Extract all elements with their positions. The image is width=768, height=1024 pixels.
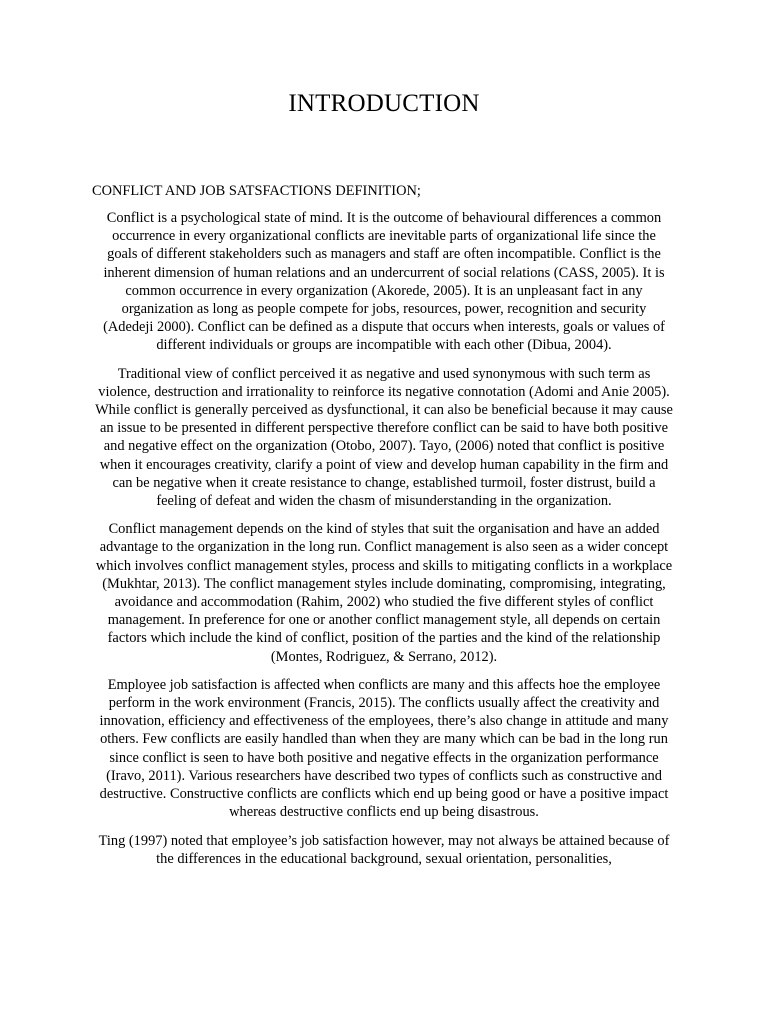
paragraph-4: Employee job satisfaction is affected when conflicts are many and this affects hoe the employee perform in the work environment (Francis, 2015). The conflicts usually affect the creativity and innovation, efficiency and effectiveness of the employees, there’s also change in attitude and many others. Few conflicts are easily handled than when they are many which can be bad in the long run since conflict is seen to have both positive and negative effects in the organization performance (Iravo, 2011). Various researchers have described two types of conflicts such as constructive and destructive. Constructive conflicts are conflicts which end up being good or have a positive impact whereas destructive conflicts end up being disastrous. bbox=[99, 676, 669, 821]
page-title: INTRODUCTION bbox=[288, 90, 480, 117]
paragraph-1: Conflict is a psychological state of mind. It is the outcome of behavioural differences a common occurrence in every organizational conflicts are inevitable parts of organizational life since the goals of different stakeholders such as managers and staff are often incompatible. Conflict is the inherent dimension of human relations and an undercurrent of social relations (CASS, 2005). It is common occurrence in every organization (Akorede, 2005). It is an unpleasant fact in any organization as long as people compete for jobs, resources, power, recognition and security (Adedeji 2000). Conflict can be defined as a dispute that occurs when interests, goals or values of different individuals or groups are incompatible with each other (Dibua, 2004). bbox=[103, 210, 665, 354]
section-heading: CONFLICT AND JOB SATSFACTIONS DEFINITION; bbox=[92, 183, 421, 199]
paragraph-3: Conflict management depends on the kind of styles that suit the organisation and have an added advantage to the organization in the long run. Conflict management is also seen as a wider concept which involves conflict management styles, process and skills to mitigating conflicts in a workplace (Mukhtar, 2013). The conflict management styles include dominating, compromising, integrating, avoidance and accommodation (Rahim, 2002) who studied the five different styles of conflict management. In preference for one or another conflict management style, all depends on certain factors which include the kind of conflict, position of the parties and the kind of the relationship (Montes, Rodriguez, & Serrano, 2012). bbox=[95, 521, 673, 665]
paragraph-2: Traditional view of conflict perceived it as negative and used synonymous with such term as violence, destruction and irrationality to reinforce its negative connotation (Adomi and Anie 2005). While conflict is generally perceived as dysfunctional, it can also be beneficial because it may cause an issue to be presented in different perspective therefore conflict can be said to have both positive and negative effect on the organization (Otobo, 2007). Tayo, (2006) noted that conflict is positive when it encourages creativity, clarify a point of view and develop human capability in the firm and can be negative when it create resistance to change, established turmoil, foster distrust, build a feeling of defeat and widen the chasm of misunderstanding in the organization. bbox=[95, 365, 673, 510]
paragraph-5: Ting (1997) noted that employee’s job satisfaction however, may not always be attained because of the differences in the educational background, sexual orientation, personalities, bbox=[98, 832, 670, 867]
